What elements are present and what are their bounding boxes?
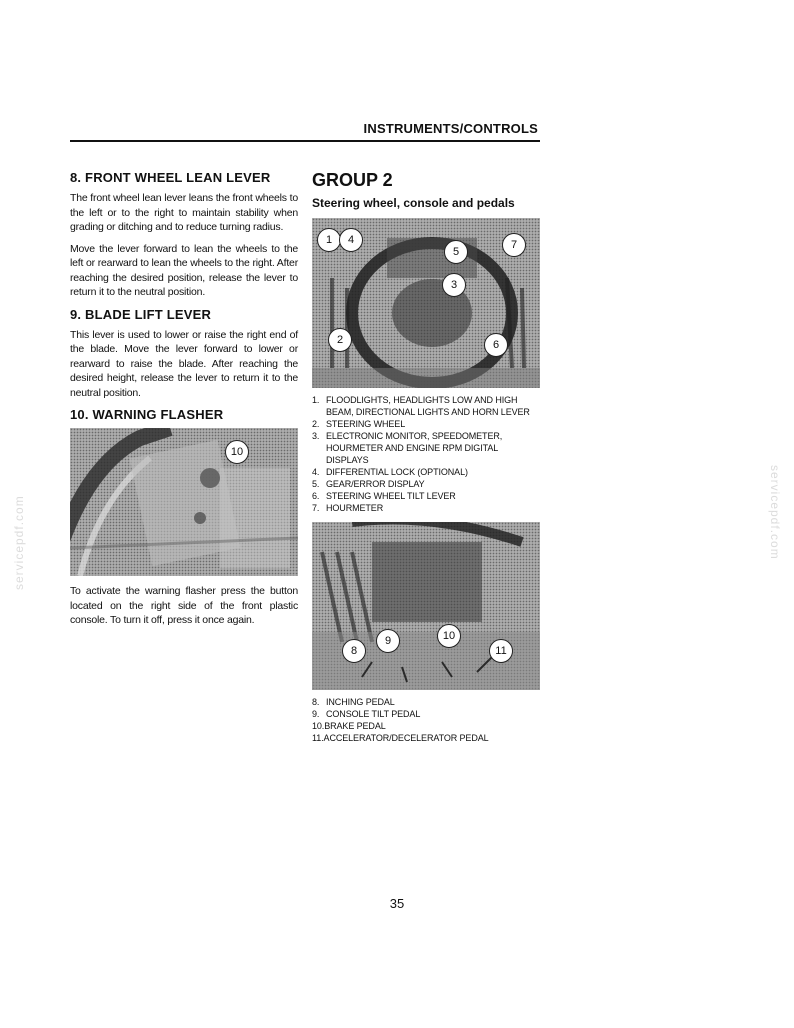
list-item: 3. ELECTRONIC MONITOR, SPEEDOMETER, HOURMETER AND ENGINE RPM DIGITAL DISPLAYS — [312, 431, 503, 465]
group-title: GROUP 2 — [312, 170, 393, 190]
left-column — [70, 170, 298, 635]
callout-2: 2 — [328, 328, 352, 352]
list-item: 2. STEERING WHEEL — [312, 419, 406, 429]
section-8-paragraph-1: The front wheel lean lever leans the front wheels to the left or to the right to maintain stability when grading or ditching and to reduce turning radius. — [70, 192, 298, 233]
list-item: 7. HOURMETER — [312, 503, 384, 513]
list-item: 5. GEAR/ERROR DISPLAY — [312, 479, 425, 489]
steering-console-photo — [312, 218, 540, 388]
section-8-paragraph-2: Move the lever forward to lean the wheels to the left or rearward to lean the wheels to the right. After reaching the desired position, release the lever to return it to the neutral position. — [70, 242, 298, 298]
callout-6: 6 — [484, 333, 508, 357]
parts-list-1 — [312, 394, 540, 514]
callout-7: 7 — [502, 233, 526, 257]
list-item: 9. CONSOLE TILT PEDAL — [312, 709, 421, 719]
list-item: 10. BRAKE PEDAL — [312, 721, 386, 731]
callout-3: 3 — [442, 273, 466, 297]
header-rule — [70, 140, 540, 142]
list-item: 4. DIFFERENTIAL LOCK (OPTIONAL) — [312, 467, 468, 477]
page-header-title: INSTRUMENTS/CONTROLS — [363, 121, 538, 136]
callout-11: 11 — [489, 639, 513, 663]
callout-8: 8 — [342, 639, 366, 663]
section-9-title: 9. BLADE LIFT LEVER — [70, 306, 212, 322]
callout-10-pedal: 10 — [437, 624, 461, 648]
watermark-left: servicepdf.com — [12, 495, 26, 590]
list-item: 1. FLOODLIGHTS, HEADLIGHTS LOW AND HIGH BEAM, DIRECTIONAL LIGHTS AND HORN LEVER — [312, 395, 530, 417]
callout-10: 10 — [225, 440, 249, 464]
list-item: 11. ACCELERATOR/DECELERATOR PEDAL — [312, 733, 489, 743]
warning-flasher-photo-drawing — [70, 428, 298, 576]
pedals-photo-drawing — [312, 522, 540, 690]
callout-9: 9 — [376, 629, 400, 653]
callout-4: 4 — [339, 228, 363, 252]
list-item: 8. INCHING PEDAL — [312, 697, 395, 707]
pedals-photo — [312, 522, 540, 690]
warning-flasher-photo — [70, 428, 298, 576]
section-9-paragraph-1: This lever is used to lower or raise the right end of the blade. Move the lever forward to lower or rearward to raise the blade. After reaching the desired height, release the lever to return it to the neutral position. — [70, 328, 298, 399]
group-subtitle: Steering wheel, console and pedals — [312, 196, 515, 210]
right-column — [312, 170, 540, 752]
list-item: 6. STEERING WHEEL TILT LEVER — [312, 491, 456, 501]
watermark-right: servicepdf.com — [768, 465, 782, 560]
section-10-paragraph-1: To activate the warning flasher press the button located on the right side of the front plastic console. To turn it off, press it once again. — [70, 585, 298, 626]
section-8-title: 8. FRONT WHEEL LEAN LEVER — [70, 170, 271, 185]
callout-5: 5 — [444, 240, 468, 264]
parts-list-2 — [312, 696, 540, 744]
page-number: 35 — [389, 896, 405, 911]
section-10-title: 10. WARNING FLASHER — [70, 407, 224, 422]
callout-1: 1 — [317, 228, 341, 252]
